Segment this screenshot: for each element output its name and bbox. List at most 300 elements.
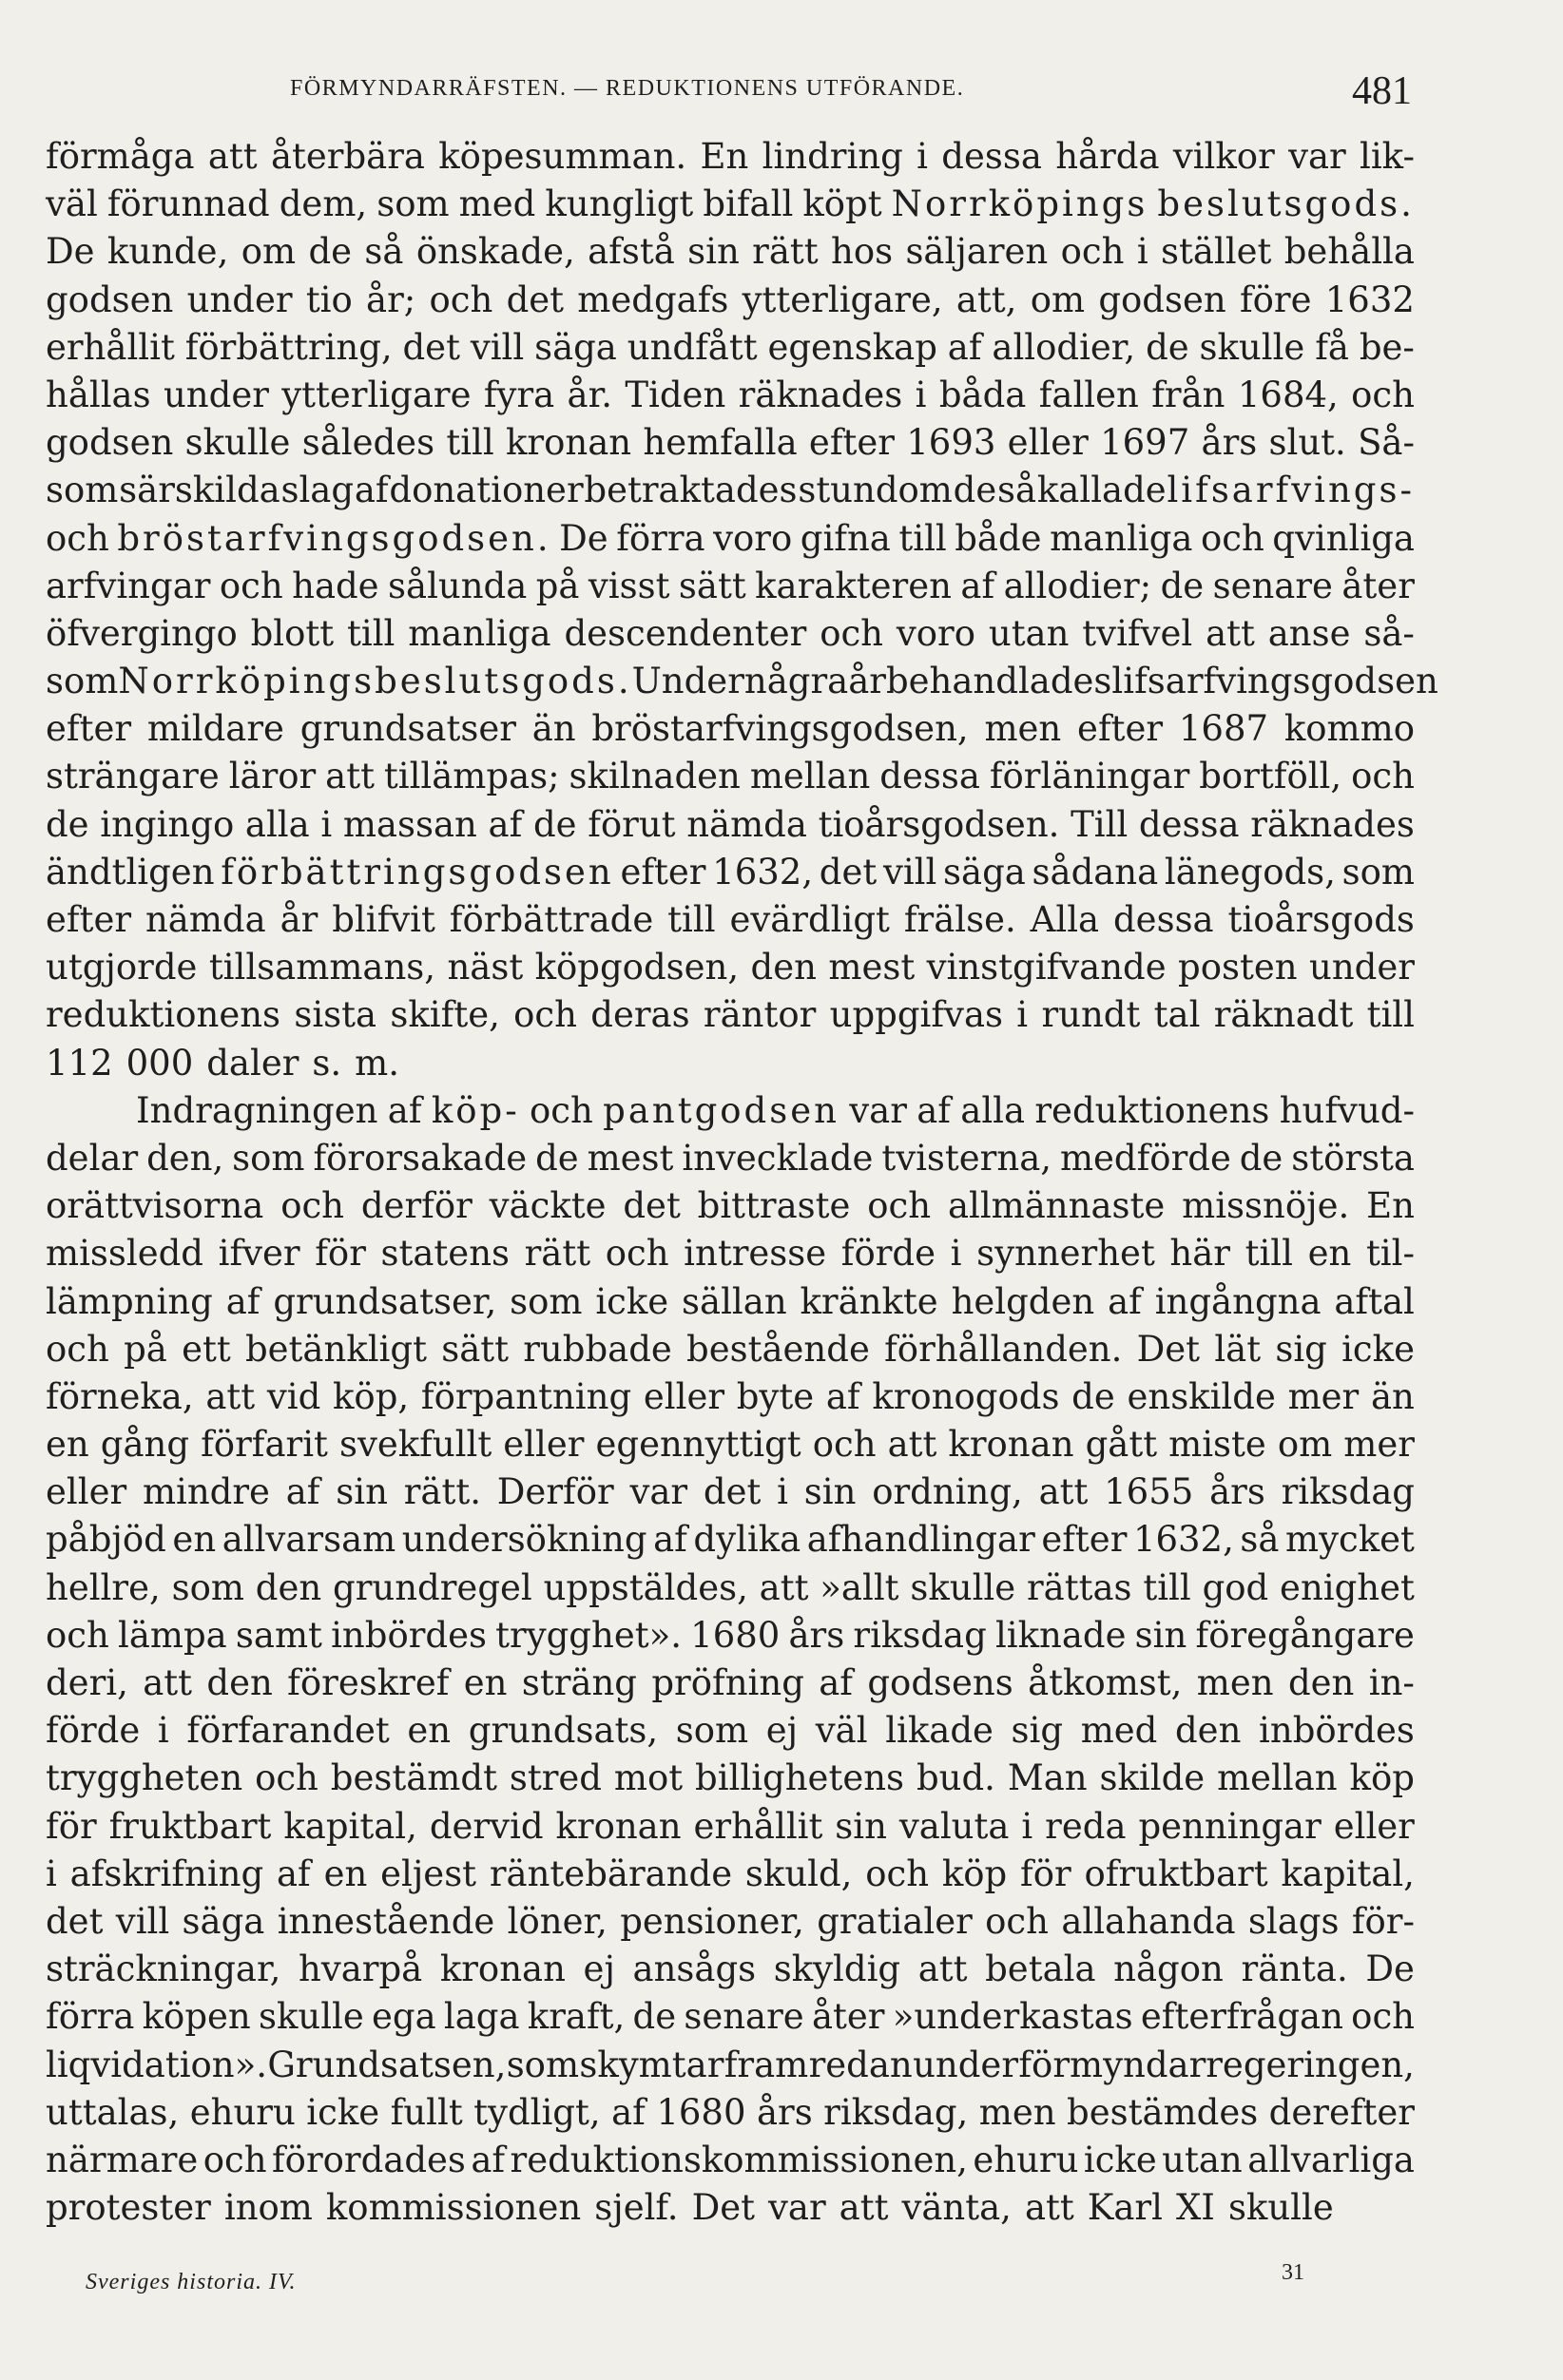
word: 000 bbox=[125, 1042, 194, 1084]
word: »allt bbox=[820, 1566, 899, 1608]
word: icke bbox=[1341, 1328, 1415, 1370]
word: dessa bbox=[879, 756, 980, 797]
word: i bbox=[157, 1710, 169, 1752]
word: förordades bbox=[271, 2139, 466, 2180]
word: och bbox=[280, 1185, 345, 1227]
word: sålunda bbox=[388, 565, 528, 606]
word: sällan bbox=[682, 1280, 787, 1322]
word: intresse bbox=[684, 1233, 827, 1275]
word: utgjorde bbox=[46, 947, 198, 988]
word: Det bbox=[1136, 1328, 1201, 1370]
word: hårda bbox=[1055, 136, 1160, 177]
word: räntor bbox=[703, 994, 817, 1036]
word: väl bbox=[46, 183, 98, 225]
word: likade bbox=[885, 1710, 994, 1752]
word: som bbox=[376, 183, 450, 225]
word: mellan bbox=[749, 756, 871, 797]
word: för bbox=[46, 1805, 97, 1847]
word: räknades bbox=[1250, 803, 1415, 845]
word: trygghet». bbox=[495, 1614, 682, 1656]
word: sin bbox=[687, 231, 740, 273]
word: skulle bbox=[1199, 326, 1305, 368]
word: byte bbox=[736, 1375, 815, 1417]
word: pensioner, bbox=[620, 1900, 804, 1942]
word: 1632, bbox=[712, 851, 814, 892]
text-line bbox=[46, 181, 1415, 228]
word: eller bbox=[1007, 422, 1089, 464]
word: de bbox=[953, 470, 997, 511]
word: bestämdes bbox=[1067, 2091, 1259, 2133]
word: några bbox=[743, 661, 849, 702]
word: slut. bbox=[1268, 422, 1346, 464]
word: och bbox=[46, 1614, 109, 1656]
word: fruktbart bbox=[108, 1805, 272, 1847]
word: lifsarfvingsgodsen bbox=[1111, 661, 1438, 702]
word: räknadt bbox=[1213, 994, 1354, 1036]
word: skilde bbox=[1099, 1757, 1206, 1799]
word: till bbox=[1366, 994, 1415, 1036]
word: utan bbox=[988, 612, 1070, 654]
word: än bbox=[531, 708, 576, 750]
word: än bbox=[1370, 1375, 1415, 1417]
word: med bbox=[1080, 1710, 1158, 1752]
word: att bbox=[1206, 612, 1255, 654]
word: och bbox=[820, 612, 884, 654]
word: i bbox=[320, 803, 333, 845]
word: så bbox=[997, 470, 1037, 511]
word: tydligt, bbox=[473, 2091, 601, 2133]
word: väl bbox=[815, 1710, 868, 1752]
word: år; bbox=[366, 278, 416, 320]
word: liqvidation». bbox=[46, 2044, 268, 2085]
word: af bbox=[1108, 1280, 1142, 1322]
word: efter bbox=[620, 851, 706, 892]
word: stred bbox=[509, 1757, 602, 1799]
word: af bbox=[354, 470, 389, 511]
word: båda bbox=[938, 374, 1027, 415]
word: förfarit bbox=[201, 1424, 328, 1466]
word: af bbox=[917, 1089, 951, 1131]
word: til- bbox=[1365, 1233, 1415, 1275]
word: fyra bbox=[483, 374, 555, 415]
word: för bbox=[315, 1233, 366, 1275]
word: Derför bbox=[496, 1471, 614, 1513]
word: qvinliga bbox=[1272, 517, 1415, 559]
word: af bbox=[611, 2091, 646, 2133]
word: valuta bbox=[898, 1805, 1010, 1847]
word: att bbox=[325, 756, 375, 797]
text-line bbox=[46, 658, 1438, 705]
word: kommo bbox=[1283, 708, 1415, 750]
word: de bbox=[1160, 565, 1205, 606]
word: ehuru bbox=[973, 2139, 1079, 2180]
word: slag bbox=[280, 470, 355, 511]
text-line bbox=[46, 2042, 1415, 2089]
word: efterfrågan bbox=[1140, 1996, 1343, 2038]
word: beslutsgods. bbox=[375, 661, 632, 702]
word: ytterligare, bbox=[742, 278, 943, 320]
word: efter bbox=[1077, 708, 1164, 750]
word: hållas bbox=[46, 374, 151, 415]
word: descendenter bbox=[564, 612, 807, 654]
word: den bbox=[750, 947, 817, 988]
text-line bbox=[46, 896, 1415, 944]
word: dylika bbox=[693, 1519, 801, 1561]
word: liknade bbox=[994, 1614, 1127, 1656]
word: till bbox=[1245, 1233, 1293, 1275]
word: enighet bbox=[1280, 1566, 1415, 1608]
footer-signature: Sveriges historia. IV. bbox=[86, 2270, 297, 2294]
word: förhållanden. bbox=[884, 1328, 1123, 1370]
word: och bbox=[46, 517, 109, 559]
word: att bbox=[759, 1566, 809, 1608]
word: kronan bbox=[439, 1948, 566, 1990]
word: nämda bbox=[145, 899, 266, 940]
word: kraft, bbox=[527, 1996, 626, 2038]
word: af bbox=[277, 1852, 311, 1894]
word: godsen bbox=[1098, 278, 1226, 320]
word: dessa bbox=[1113, 899, 1214, 940]
word: förde bbox=[840, 1233, 936, 1275]
text-line bbox=[46, 1182, 1415, 1230]
word: skulle bbox=[910, 1566, 1016, 1608]
word: nämda bbox=[686, 803, 807, 845]
word: Till bbox=[1071, 803, 1129, 845]
text-line bbox=[46, 372, 1415, 419]
word: mildare bbox=[146, 708, 284, 750]
word: före bbox=[1239, 278, 1312, 320]
word: på bbox=[124, 1328, 167, 1370]
word: uppgifvas bbox=[829, 994, 1003, 1036]
word: hvarpå bbox=[298, 1948, 423, 1990]
text-line bbox=[46, 1135, 1415, 1182]
word: kronan bbox=[948, 1424, 1074, 1466]
word: reduktionens bbox=[1034, 1089, 1270, 1131]
word: att bbox=[887, 1424, 937, 1466]
word: Man bbox=[1007, 1757, 1088, 1799]
word: rubbade bbox=[523, 1328, 672, 1370]
word: och bbox=[605, 1233, 669, 1275]
word: inbördes bbox=[1259, 1710, 1415, 1752]
word: men bbox=[1196, 1662, 1274, 1703]
word: räknades bbox=[738, 374, 903, 415]
word: ordning, bbox=[872, 1471, 1023, 1513]
word: af bbox=[488, 803, 523, 845]
word: icke bbox=[306, 2091, 380, 2133]
word: invecklade bbox=[682, 1137, 874, 1179]
text-line bbox=[46, 1564, 1415, 1612]
word: allodier, bbox=[992, 326, 1136, 368]
text-line bbox=[46, 277, 1415, 324]
word: att bbox=[207, 136, 258, 177]
word: i bbox=[1016, 994, 1029, 1036]
word: 1684, bbox=[1237, 374, 1339, 415]
word: derför bbox=[360, 1185, 473, 1227]
word: till bbox=[347, 612, 396, 654]
word: 112 bbox=[46, 1042, 113, 1084]
text-line bbox=[46, 1612, 1415, 1660]
word: hemfalla bbox=[643, 422, 798, 464]
word: år bbox=[280, 899, 318, 940]
word: bestämdt bbox=[330, 1757, 497, 1799]
word: under bbox=[1308, 947, 1415, 988]
word: den bbox=[1287, 1662, 1355, 1703]
word: från bbox=[1151, 374, 1225, 415]
word: ifver bbox=[218, 1233, 300, 1275]
word: af bbox=[947, 326, 982, 368]
word: Indragningen bbox=[136, 1089, 378, 1131]
word: af bbox=[225, 1280, 260, 1322]
word: bifall bbox=[703, 183, 794, 225]
word: en bbox=[1307, 1233, 1352, 1275]
word: medförde bbox=[1059, 1137, 1231, 1179]
word: uppstäldes, bbox=[543, 1566, 748, 1608]
word: svekfullt bbox=[338, 1424, 492, 1466]
word: XI bbox=[1175, 2187, 1215, 2229]
word: de bbox=[46, 803, 89, 845]
text-line bbox=[46, 753, 1415, 800]
word: att, bbox=[955, 278, 1017, 320]
word: reduktionskommissionen, bbox=[510, 2139, 968, 2180]
word: hufvud- bbox=[1279, 1089, 1415, 1131]
word: länegods, bbox=[1164, 851, 1336, 892]
word: fullt bbox=[390, 2091, 463, 2133]
word: kränkte bbox=[800, 1280, 938, 1322]
word: bud. bbox=[916, 1757, 995, 1799]
word: lifsarfvings- bbox=[1167, 470, 1415, 511]
word: afhandlingar bbox=[806, 1519, 1035, 1561]
word: öfvergingo bbox=[46, 612, 238, 654]
word: ej bbox=[765, 1710, 799, 1752]
text-line bbox=[46, 1946, 1415, 1993]
word: den bbox=[206, 1662, 273, 1703]
word: mer bbox=[1343, 1424, 1415, 1466]
word: s. bbox=[312, 1042, 342, 1084]
word: var bbox=[849, 1089, 907, 1131]
word: men bbox=[984, 708, 1062, 750]
word: daler bbox=[206, 1042, 299, 1084]
word: ändtligen bbox=[46, 851, 215, 892]
word: reduktionens bbox=[46, 994, 281, 1036]
word: Det bbox=[691, 2187, 755, 2229]
word: bittraste bbox=[697, 1185, 851, 1227]
word: hade bbox=[292, 565, 379, 606]
word: och bbox=[1060, 231, 1125, 273]
word: och bbox=[203, 2139, 267, 2180]
word: statens bbox=[380, 1233, 511, 1275]
word: god bbox=[1202, 1566, 1269, 1608]
word: till bbox=[667, 899, 716, 940]
word: tillsammans, bbox=[208, 947, 436, 988]
word: hos bbox=[830, 231, 894, 273]
word: alla bbox=[244, 803, 310, 845]
word: en bbox=[172, 1519, 217, 1561]
word: tvisterna, bbox=[881, 1137, 1052, 1179]
word: samt bbox=[235, 1614, 322, 1656]
text-line bbox=[46, 1851, 1415, 1898]
word: och bbox=[1351, 1996, 1415, 2038]
running-head: FÖRMYNDARRÄFSTEN. — REDUKTIONENS UTFÖRANDE. bbox=[290, 76, 965, 101]
word: räntebärande bbox=[489, 1852, 733, 1894]
word: sin bbox=[835, 1805, 887, 1847]
word: erhållit bbox=[693, 1805, 823, 1847]
word: mot bbox=[613, 1757, 684, 1799]
word: allvarsam bbox=[222, 1519, 396, 1561]
word: laga bbox=[443, 1996, 520, 2038]
word: reda bbox=[1045, 1805, 1127, 1847]
word: enskilde bbox=[1127, 1375, 1276, 1417]
word: behandlades bbox=[885, 661, 1112, 702]
word: löner, bbox=[507, 1900, 608, 1942]
word: var bbox=[1288, 136, 1346, 177]
word: ytterligare bbox=[281, 374, 472, 415]
word: derefter bbox=[1268, 2091, 1415, 2133]
word: fallen bbox=[1038, 374, 1139, 415]
word: som bbox=[171, 1566, 244, 1608]
word: godsen bbox=[46, 422, 174, 464]
word: förmyndarregeringen, bbox=[1018, 2044, 1415, 2085]
page-footer bbox=[0, 2260, 1563, 2298]
word: i bbox=[915, 374, 927, 415]
word: betänkligt bbox=[244, 1328, 427, 1370]
word: en bbox=[46, 1424, 89, 1466]
word: dessa bbox=[1138, 803, 1240, 845]
word: förut bbox=[588, 803, 676, 845]
word: bestående bbox=[686, 1328, 870, 1370]
word: deri, bbox=[46, 1662, 128, 1703]
word: sin bbox=[1134, 1614, 1187, 1656]
text-line bbox=[46, 705, 1415, 753]
word: aftal bbox=[1334, 1280, 1415, 1322]
word: bröstarfvingsgodsen, bbox=[591, 708, 969, 750]
word: m. bbox=[355, 1042, 400, 1084]
word: sista bbox=[294, 994, 377, 1036]
word: kallade bbox=[1036, 470, 1167, 511]
word: förunnad bbox=[106, 183, 270, 225]
word: ett bbox=[182, 1328, 231, 1370]
word: köpt bbox=[802, 183, 882, 225]
word: behålla bbox=[1283, 231, 1415, 273]
word: och bbox=[865, 1852, 930, 1894]
word: lindring bbox=[762, 136, 903, 177]
word: gifna bbox=[800, 517, 891, 559]
text-line bbox=[46, 467, 1415, 514]
word: skulle bbox=[184, 422, 291, 464]
word: dessa bbox=[941, 136, 1042, 177]
text-line bbox=[46, 1230, 1415, 1277]
text-line bbox=[46, 944, 1415, 991]
text-line bbox=[46, 515, 1415, 563]
word: om bbox=[241, 231, 297, 273]
word: tal bbox=[1153, 994, 1201, 1036]
word: synnerhet bbox=[976, 1233, 1155, 1275]
word: bortföll, bbox=[1199, 756, 1342, 797]
word: »underkastas bbox=[892, 1996, 1133, 2038]
text-line bbox=[46, 2089, 1415, 2137]
word: för- bbox=[1351, 1900, 1415, 1942]
word: till bbox=[446, 422, 494, 464]
word: afstå bbox=[588, 231, 675, 273]
word: närmare bbox=[46, 2139, 199, 2180]
word: i bbox=[917, 136, 928, 177]
word: det bbox=[623, 1185, 681, 1227]
word: en bbox=[463, 1662, 508, 1703]
word: vill bbox=[470, 326, 525, 368]
word: säga bbox=[182, 1900, 265, 1942]
word: ingingo bbox=[100, 803, 235, 845]
text-line bbox=[46, 610, 1415, 658]
word: gratialer bbox=[817, 1900, 973, 1942]
word: förbättringsgodsen bbox=[221, 851, 614, 892]
word: egenskap bbox=[767, 326, 937, 368]
text-line bbox=[46, 849, 1415, 896]
word: till bbox=[1143, 1566, 1191, 1608]
word: af bbox=[653, 1519, 687, 1561]
word: undfått bbox=[627, 326, 758, 368]
word: åter bbox=[1341, 565, 1415, 606]
word: i bbox=[950, 1233, 962, 1275]
word: att bbox=[205, 1375, 256, 1417]
word: tioårsgodsen. bbox=[818, 803, 1060, 845]
word: det bbox=[819, 851, 878, 892]
word: pröfning bbox=[651, 1662, 804, 1703]
word: kronan bbox=[505, 422, 632, 464]
word: skulle bbox=[258, 1996, 364, 2038]
word: pantgodsen bbox=[603, 1089, 839, 1131]
word: här bbox=[1169, 1233, 1230, 1275]
word: gått bbox=[1085, 1424, 1158, 1466]
word: så bbox=[364, 231, 404, 273]
text-line bbox=[46, 563, 1415, 610]
word: de bbox=[1239, 1137, 1283, 1179]
word: allvarliga bbox=[1247, 2139, 1415, 2180]
word: som bbox=[46, 470, 119, 511]
word: Norrköpings bbox=[891, 183, 1148, 225]
word: grundsats, bbox=[468, 1710, 659, 1752]
word: att bbox=[1024, 2187, 1074, 2229]
word: års bbox=[788, 1614, 845, 1656]
text-line bbox=[46, 1326, 1415, 1373]
word: i bbox=[1021, 1805, 1033, 1847]
word: voro bbox=[896, 612, 976, 654]
word: vinstgifvande bbox=[926, 947, 1167, 988]
word: rätt bbox=[752, 231, 819, 273]
word: tryggheten bbox=[46, 1757, 243, 1799]
word: betala bbox=[985, 1948, 1096, 1990]
word: att bbox=[1038, 1471, 1089, 1513]
word: grundregel bbox=[333, 1566, 532, 1608]
word: posten bbox=[1178, 947, 1298, 988]
word: skulle bbox=[1227, 2187, 1334, 2229]
word: dervid bbox=[429, 1805, 544, 1847]
word: skyldig bbox=[773, 1948, 901, 1990]
word: af bbox=[819, 1662, 854, 1703]
word: lik- bbox=[1360, 136, 1415, 177]
word: inbördes bbox=[331, 1614, 487, 1656]
word: uttalas, bbox=[46, 2091, 180, 2133]
word: den bbox=[1174, 1710, 1242, 1752]
word: evärdligt bbox=[729, 899, 890, 940]
word: säga bbox=[943, 851, 1026, 892]
word: 1655 bbox=[1104, 1471, 1194, 1513]
word: kronan bbox=[555, 1805, 682, 1847]
word: kommissionen bbox=[325, 2187, 582, 2229]
word: köp bbox=[941, 1852, 1008, 1894]
word: riksdag, bbox=[823, 2091, 969, 2133]
word: senare bbox=[1212, 565, 1333, 606]
word: års bbox=[756, 2091, 813, 2133]
word: fram bbox=[724, 2044, 809, 2085]
